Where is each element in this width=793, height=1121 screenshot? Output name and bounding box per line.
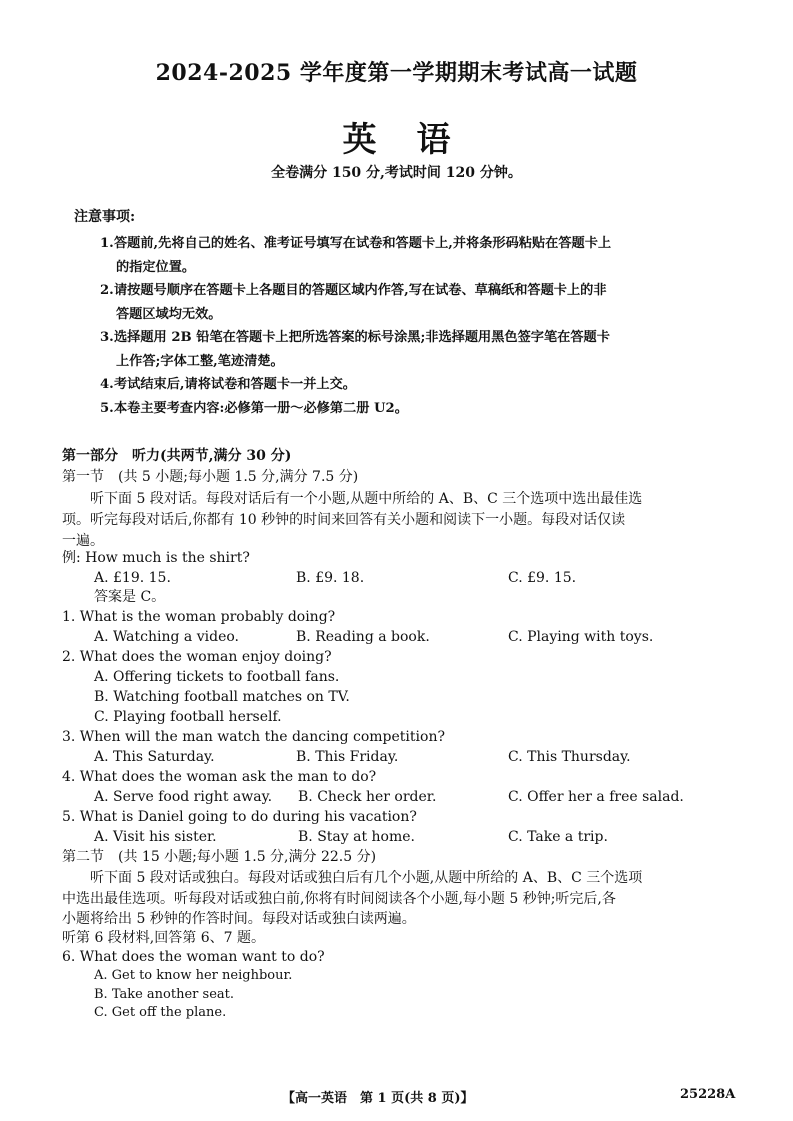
q1-option-a: A. Watching a video. <box>94 629 239 645</box>
q3-option-b: B. This Friday. <box>296 749 399 765</box>
example-answer: 答案是 C。 <box>94 589 166 605</box>
question-6: 6. What does the woman want to do? <box>62 949 325 965</box>
subject-title: 英语 <box>342 120 491 160</box>
question-4: 4. What does the woman ask the man to do? <box>62 769 377 785</box>
q4-option-c: C. Offer her a free salad. <box>508 789 684 805</box>
question-5: 5. What is Daniel going to do during his vacation? <box>62 809 417 825</box>
q1-option-c: C. Playing with toys. <box>508 629 654 645</box>
q2-option-a: A. Offering tickets to football fans. <box>94 669 340 685</box>
material-6-intro: 听第 6 段材料,回答第 6、7 题。 <box>62 930 265 946</box>
exam-title: 2024-2025 学年度第一学期期末考试高一试题 <box>155 60 638 86</box>
q5-option-c: C. Take a trip. <box>508 829 608 845</box>
notice-item: 4.考试结束后,请将试卷和答题卡一并上交。 <box>100 377 356 392</box>
q3-option-c: C. This Thursday. <box>508 749 631 765</box>
question-2: 2. What does the woman enjoy doing? <box>62 649 332 665</box>
q1-option-b: B. Reading a book. <box>296 629 430 645</box>
q6-option-a: A. Get to know her neighbour. <box>94 968 293 983</box>
q3-option-a: A. This Saturday. <box>94 749 215 765</box>
paper-code: 25228A <box>680 1087 736 1102</box>
section2-intro-line2: 中选出最佳选项。听每段对话或独白前,你将有时间阅读各个小题,每小题 5 秒钟;听完后,各 <box>62 891 616 907</box>
q4-option-a: A. Serve food right away. <box>94 789 273 805</box>
question-3: 3. When will the man watch the dancing competition? <box>62 729 445 745</box>
notice-item: 3.选择题用 2B 铅笔在答题卡上把所选答案的标号涂黑;非选择题用黑色签字笔在答题卡 上作答;字体工整,笔迹清楚。 <box>100 330 610 369</box>
section1-heading: 第一节 (共 5 小题;每小题 1.5 分,满分 7.5 分) <box>62 469 359 485</box>
notice-item: 5.本卷主要考查内容:必修第一册～必修第二册 U2。 <box>100 400 408 416</box>
page-footer: 【高一英语 第 1 页(共 8 页)】 <box>282 1091 474 1106</box>
q2-option-c: C. Playing football herself. <box>94 709 282 725</box>
q6-option-b: B. Take another seat. <box>94 987 234 1002</box>
question-1: 1. What is the woman probably doing? <box>62 609 336 625</box>
section2-intro-line3: 小题将给出 5 秒钟的作答时间。每段对话或独白读两遍。 <box>62 911 416 927</box>
example-option-b: B. £9. 18. <box>296 570 365 586</box>
q6-option-c: C. Get off the plane. <box>94 1005 227 1020</box>
section1-intro-line3: 一遍。 <box>62 533 104 549</box>
section2-heading: 第二节 (共 15 小题;每小题 1.5 分,满分 22.5 分) <box>62 849 377 865</box>
part1-heading: 第一部分 听力(共两节,满分 30 分) <box>62 448 292 464</box>
example-option-c: C. £9. 15. <box>508 570 577 586</box>
notice-heading: 注意事项: <box>74 209 136 225</box>
section1-intro-line2: 项。听完每段对话后,你都有 10 秒钟的时间来回答有关小题和阅读下一小题。每段对话仅读 <box>62 512 626 528</box>
notice-item: 1.答题前,先将自己的姓名、准考证号填写在试卷和答题卡上,并将条形码粘贴在答题卡上 的指定位置。 <box>100 236 612 275</box>
section2-intro-line1: 听下面 5 段对话或独白。每段对话或独白后有几个小题,从题中所给的 A、B、C 三个选项 <box>62 870 643 886</box>
exam-meta: 全卷满分 150 分,考试时间 120 分钟。 <box>271 165 522 181</box>
notice-item: 2.请按题号顺序在答题卡上各题目的答题区域内作答,写在试卷、草稿纸和答题卡上的非 答题区域均无效。 <box>100 283 607 322</box>
q2-option-b: B. Watching football matches on TV. <box>94 689 350 705</box>
q5-option-a: A. Visit his sister. <box>94 829 217 845</box>
section1-intro-line1: 听下面 5 段对话。每段对话后有一个小题,从题中所给的 A、B、C 三个选项中选出最佳选 <box>62 491 643 507</box>
notice-list <box>100 232 732 420</box>
q5-option-b: B. Stay at home. <box>298 829 415 845</box>
example-question: 例: How much is the shirt? <box>62 550 250 566</box>
example-option-a: A. £19. 15. <box>94 570 171 586</box>
q4-option-b: B. Check her order. <box>298 789 437 805</box>
